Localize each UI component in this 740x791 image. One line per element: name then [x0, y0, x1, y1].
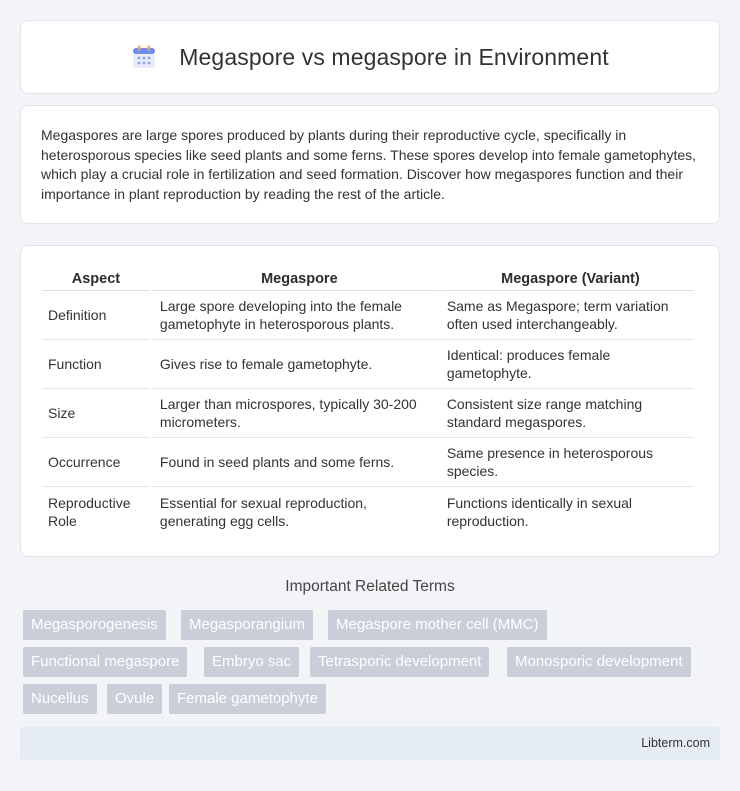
header-card	[20, 20, 720, 94]
header-megaspore: Megaspore	[152, 266, 439, 291]
related-term-tag[interactable]: Monosporic development	[507, 647, 691, 677]
row-megaspore: Found in seed plants and some ferns.	[152, 438, 439, 487]
related-term-tag[interactable]: Embryo sac	[204, 647, 299, 677]
calendar-grid-icon	[131, 44, 157, 70]
table-row	[42, 438, 694, 487]
row-aspect: Size	[42, 389, 150, 438]
row-aspect: Definition	[42, 291, 150, 340]
row-variant: Same as Megaspore; term variation often used interchangeably.	[441, 291, 694, 340]
footer	[20, 727, 720, 760]
related-term-tag[interactable]: Functional megaspore	[23, 647, 187, 677]
intro-card	[20, 105, 720, 224]
table-row	[42, 487, 694, 536]
row-aspect: Function	[42, 340, 150, 389]
related-term-tag[interactable]: Ovule	[107, 684, 162, 714]
row-variant: Functions identically in sexual reproduction.	[446, 494, 633, 529]
related-term-tag[interactable]: Tetrasporic development	[310, 647, 489, 677]
header-megaspore-variant: Megaspore (Variant)	[441, 266, 694, 291]
related-terms-title: Important Related Terms	[285, 578, 455, 595]
row-megaspore: Essential for sexual reproduction, generating egg cells.	[159, 494, 367, 529]
related-term-tag[interactable]: Megasporogenesis	[23, 610, 166, 640]
related-term-tag[interactable]: Nucellus	[23, 684, 97, 714]
related-term-tag[interactable]: Megasporangium	[181, 610, 313, 640]
related-term-tag[interactable]: Female gametophyte	[169, 684, 326, 714]
intro-text: Megaspores are large spores produced by plants during their reproductive cycle, specifically in heterosporous species like seed plants and some ferns. These spores develop into female gametophytes, which play a crucial role in fertilization and seed formation. Discover how megaspores function and their importance in plant reproduction by reading the rest of the article.	[41, 127, 697, 202]
row-variant: Same presence in heterosporous species.	[441, 438, 694, 487]
table-row	[42, 389, 694, 438]
row-aspect: Occurrence	[42, 438, 150, 487]
page-title: Megaspore vs megaspore in Environment	[179, 43, 609, 70]
row-variant: Identical: produces female gametophyte.	[441, 340, 694, 389]
comparison-table-card	[20, 245, 720, 557]
row-megaspore: Larger than microspores, typically 30-200 micrometers.	[152, 389, 439, 438]
table-row	[42, 340, 694, 389]
comparison-table	[40, 266, 696, 536]
related-term-tag[interactable]: Megaspore mother cell (MMC)	[328, 610, 547, 640]
row-variant: Consistent size range matching standard megaspores.	[441, 389, 694, 438]
table-header-row	[42, 266, 694, 291]
header-aspect: Aspect	[42, 266, 150, 291]
row-aspect: Reproductive Role	[48, 494, 131, 529]
table-row	[42, 291, 694, 340]
row-megaspore: Large spore developing into the female gametophyte in heterosporous plants.	[152, 291, 439, 340]
footer-site-link[interactable]: Libterm.com	[641, 736, 710, 750]
row-megaspore: Gives rise to female gametophyte.	[152, 340, 439, 389]
